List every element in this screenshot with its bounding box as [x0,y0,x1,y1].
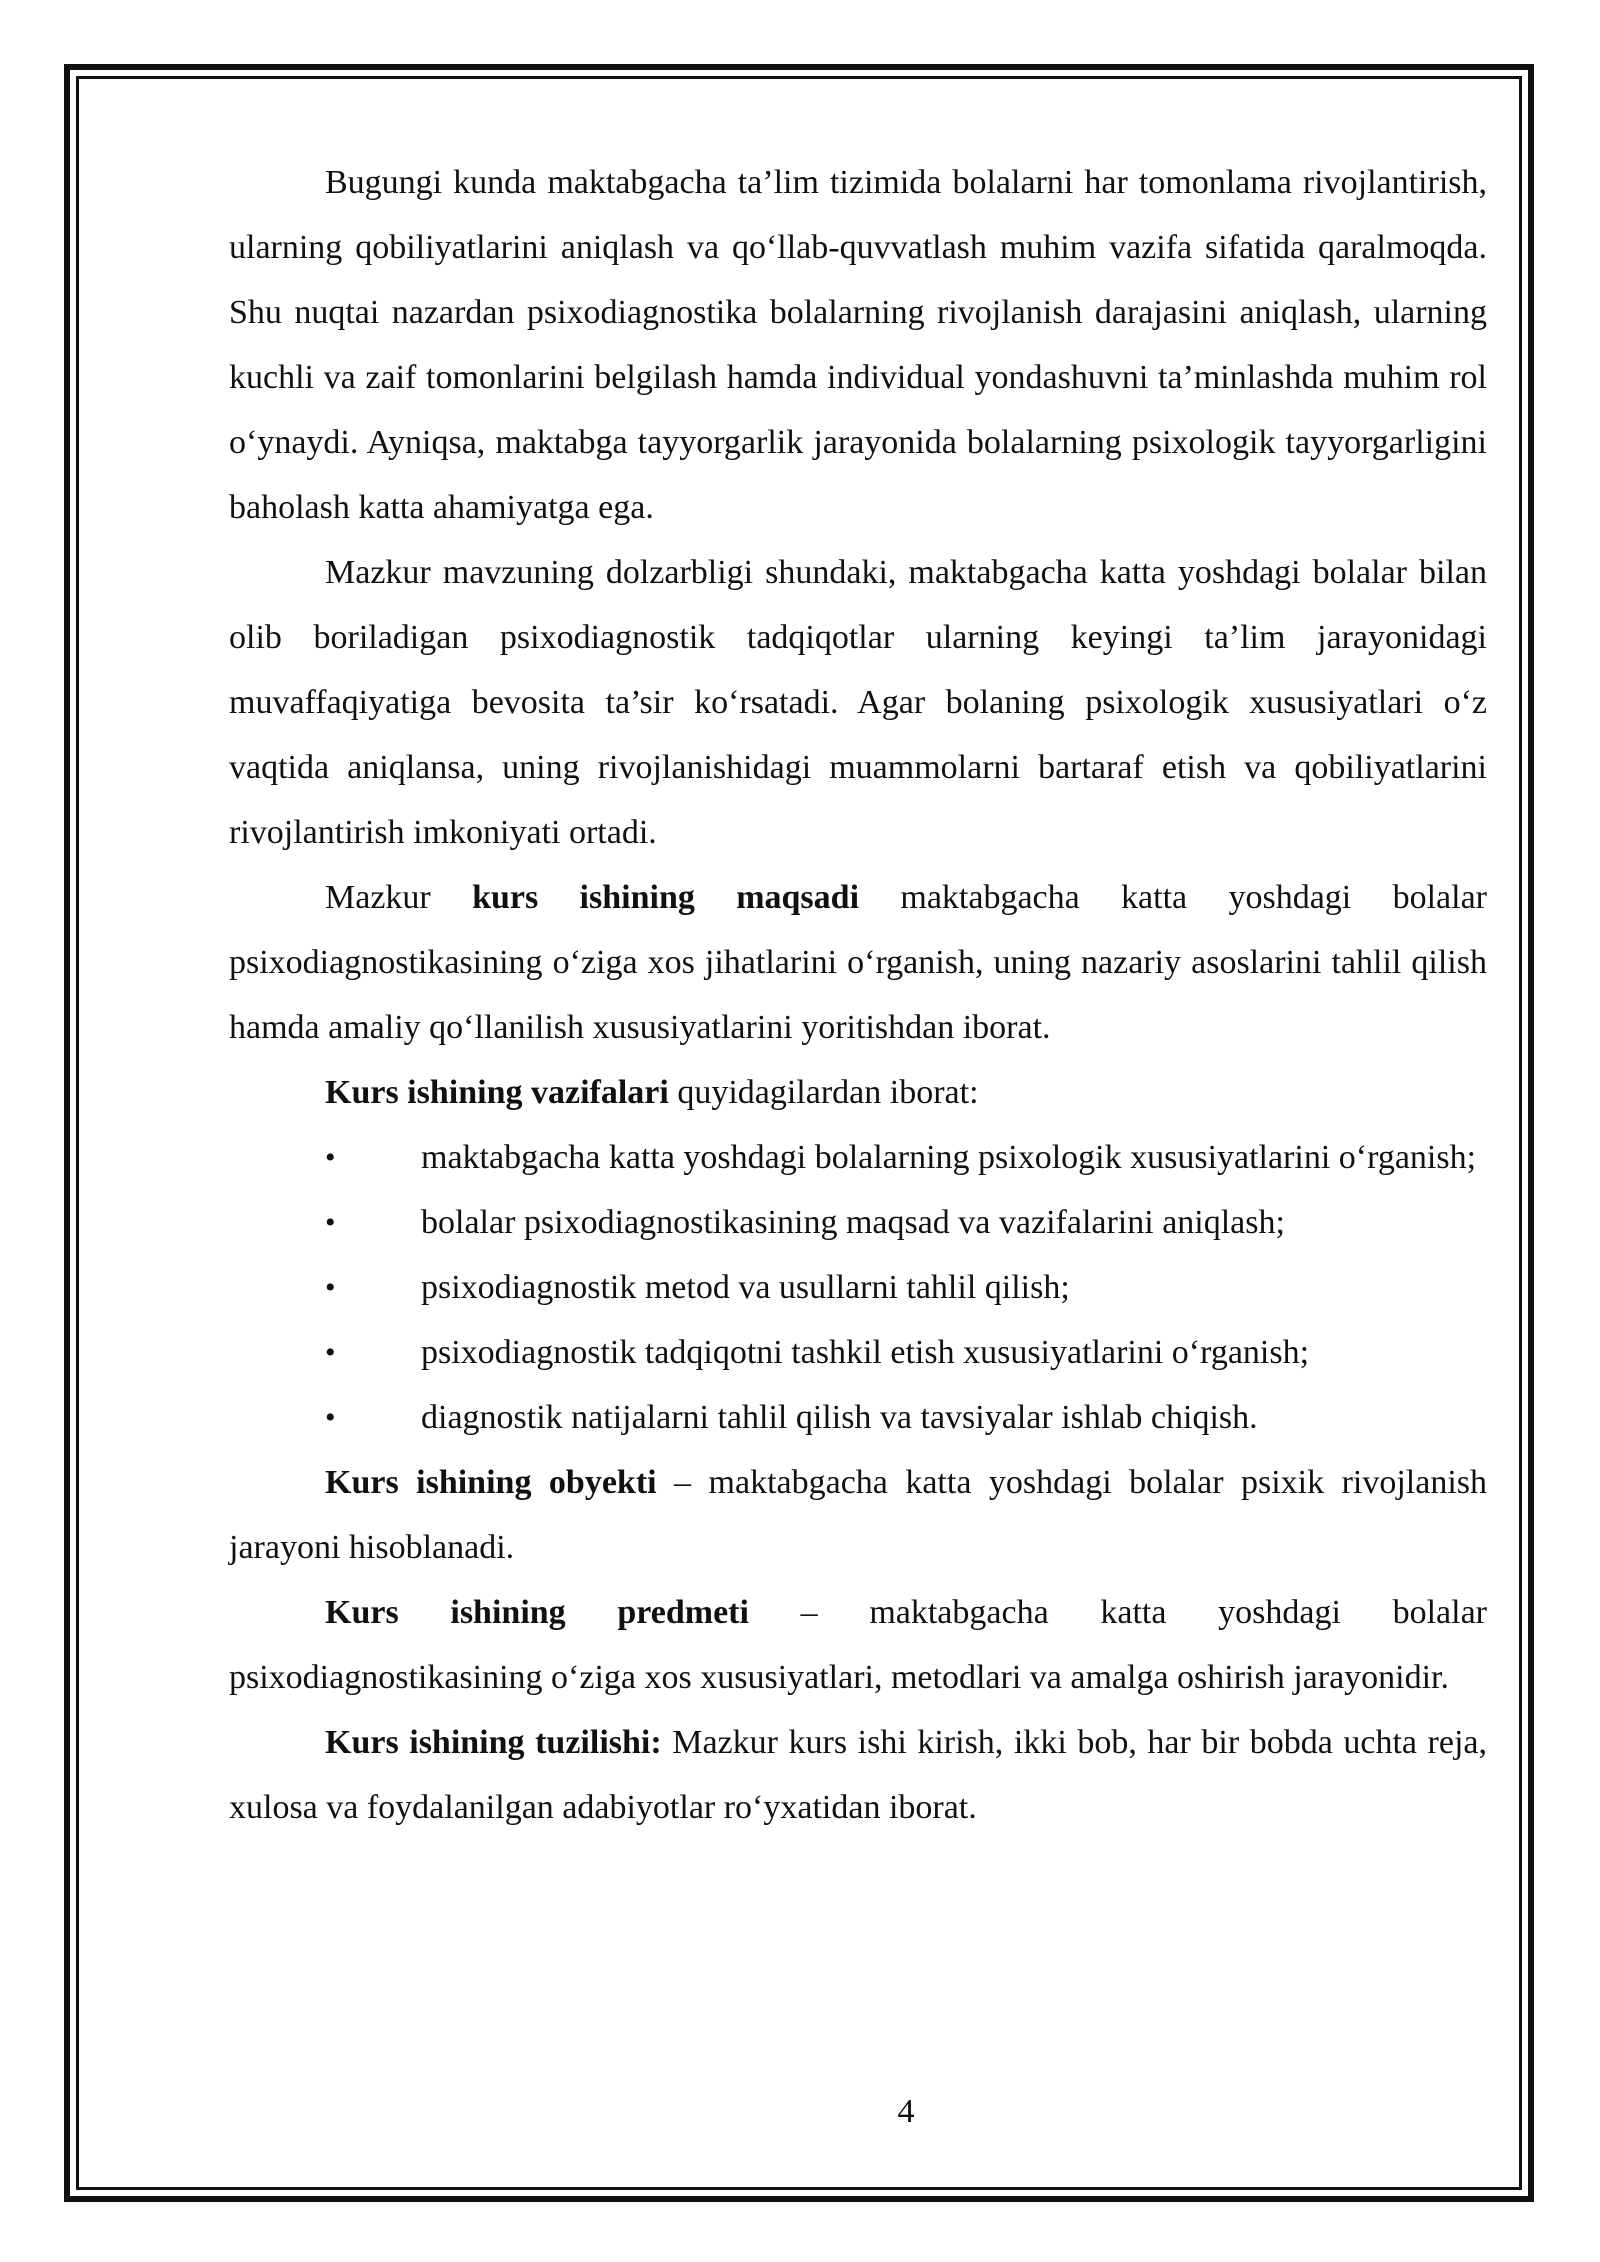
bullet-marker: • [325,1141,336,1174]
paragraph-goal [229,865,1487,1060]
paragraph-relevance: Mazkur mavzuning dolzarbligi shundaki, maktabgacha katta yoshdagi bolalar bilan olib boriladigan psixodiagnostik tadqiqotlar ularning keyingi ta’lim jarayonidagi muvaffaqiyatiga bevosita ta’sir ko‘rsatadi. Agar bolaning psixologik xususiyatlari o‘z vaqtida aniqlansa, uning rivojlanishidagi muammolarni bartaraf etish va qobiliyatlarini rivojlantirish imkoniyati ortadi. [229,554,1487,851]
list-item [229,1125,1487,1190]
paragraph-subject [229,1580,1487,1710]
object-text: – maktabgacha katta yoshdagi bolalar psixik rivojlanish jarayoni hisoblanadi. [229,1464,1488,1566]
tasks-intro-text: quyidagilardan iborat: [668,1074,979,1111]
paragraph-object [229,1450,1487,1580]
paragraph-structure [229,1710,1487,1840]
list-item-text: maktabgacha katta yoshdagi bolalarning psixologik xususiyatlarini o‘rganish; [421,1139,1477,1176]
tasks-list [229,1125,1487,1450]
list-item-text: psixodiagnostik tadqiqotni tashkil etish xususiyatlarini o‘rganish; [421,1334,1310,1371]
structure-heading: Kurs ishining tuzilishi: [325,1724,662,1761]
list-item-text: psixodiagnostik metod va usullarni tahlil qilish; [421,1269,1070,1306]
goal-heading: kurs ishining maqsadi [472,879,860,916]
paragraph-introduction: Bugungi kunda maktabgacha ta’lim tizimida bolalarni har tomonlama rivojlantirish, ularning qobiliyatlarini aniqlash va qo‘llab-quvvatlash muhim vazifa sifatida qaralmoqda. Shu nuqtai nazardan psixodiagnostika bolalarning rivojlanish darajasini aniqlash, ularning kuchli va zaif tomonlarini belgilash hamda individual yondashuvni ta’minlashda muhim rol o‘ynaydi. Ayniqsa, maktabga tayyorgarlik jarayonida bolalarning psixologik tayyorgarligini baholash katta ahamiyatga ega. [229,164,1487,526]
list-item [229,1320,1487,1385]
subject-heading: Kurs ishining predmeti [325,1594,749,1631]
subject-text: – maktabgacha katta yoshdagi bolalar psixodiagnostikasining o‘ziga xos xususiyatlari, metodlari va amalga oshirish jarayonidir. [229,1594,1487,1696]
goal-text: maktabgacha katta yoshdagi bolalar psixodiagnostikasining o‘ziga xos jihatlarini o‘rganish, uning nazariy asoslarini tahlil qilish hamda amaliy qo‘llanilish xususiyatlarini yoritishdan iborat. [229,879,1487,1046]
object-heading: Kurs ishining obyekti [325,1464,657,1501]
list-item-text: bolalar psixodiagnostikasining maqsad va vazifalarini aniqlash; [421,1204,1285,1241]
bullet-marker: • [325,1401,336,1434]
bullet-marker: • [325,1206,336,1239]
structure-text: Mazkur kurs ishi kirish, ikki bob, har bir bobda uchta reja, xulosa va foydalanilgan adabiyotlar ro‘yxatidan iborat. [229,1724,1488,1826]
list-item [229,1190,1487,1255]
document-body [229,150,1487,1840]
bullet-marker: • [325,1271,336,1304]
page-number: 4 [897,2093,915,2130]
list-item [229,1385,1487,1450]
list-item-text: diagnostik natijalarni tahlil qilish va tavsiyalar ishlab chiqish. [421,1399,1258,1436]
bullet-marker: • [325,1336,336,1369]
tasks-heading: Kurs ishining vazifalari [325,1074,669,1111]
goal-prefix: Mazkur [325,879,473,916]
paragraph-tasks-intro [229,1060,1487,1125]
list-item [229,1255,1487,1320]
